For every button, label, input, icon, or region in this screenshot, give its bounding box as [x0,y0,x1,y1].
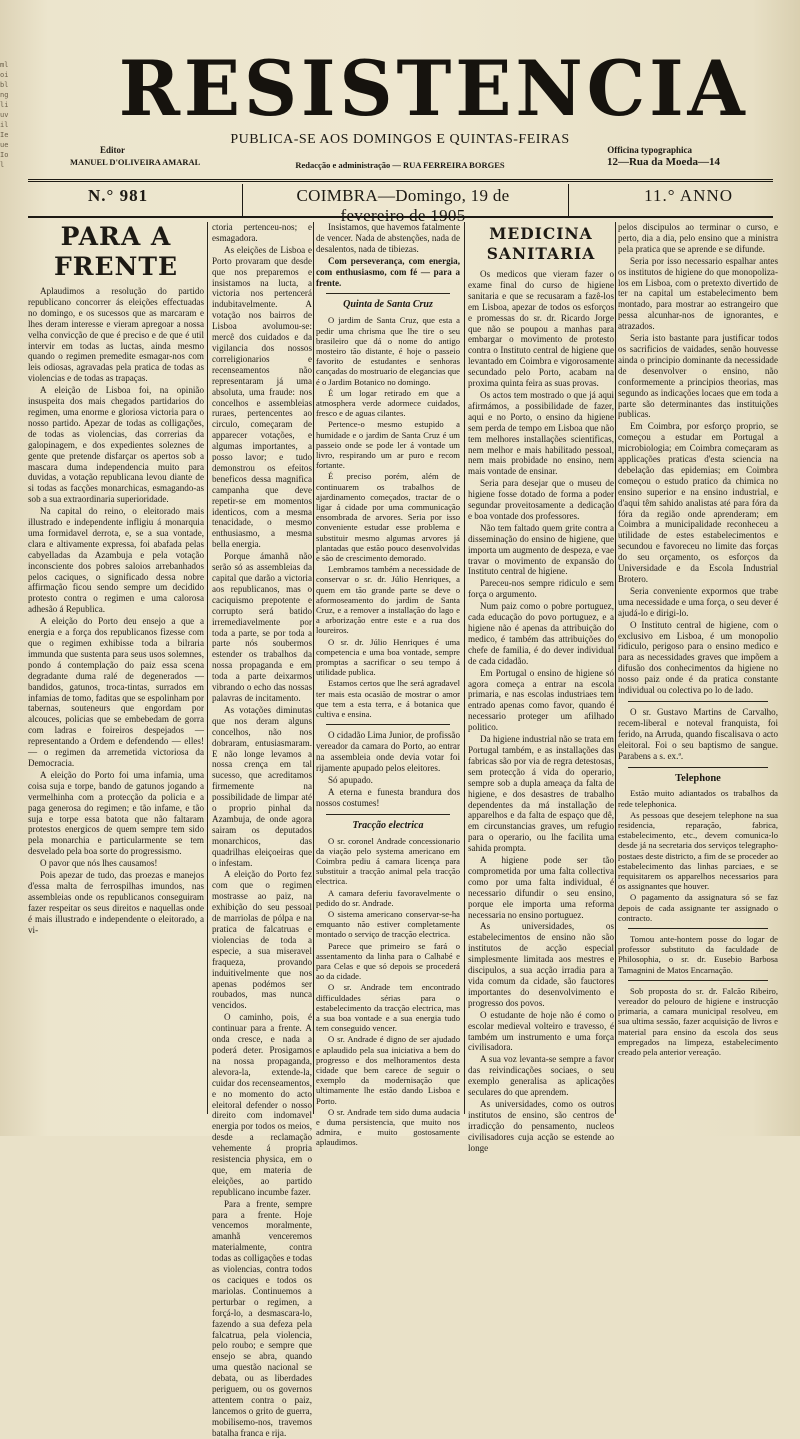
article-paragraph: Estamos certos que lhe será agradavel ter mais esta ocasião de mostrar o amor que tem a esta terra, e á botanica que cultiva e ensina. [316,678,460,720]
section-heading-traccao: Tracção electrica [352,819,424,831]
section-divider [628,767,768,768]
dateline [28,184,773,225]
issue-year: 11.° ANNO [644,186,733,205]
article-heading-medicina: MEDICINA SANITARIA [486,224,596,263]
section-divider [326,814,450,815]
section-divider [628,928,768,929]
article-paragraph: O sistema americano conservar-se-ha emquanto não estiver completamente montado o serviço de tracção electrica. [316,908,460,940]
masthead-title: RESISTENCIA [118,44,749,133]
article-paragraph: A eterna e funesta brandura dos nossos costumes! [316,786,460,808]
section-divider [326,724,450,725]
article-paragraph: Sob proposta do sr. dr. Falcão Ribeiro, vereador do pelouro de higiene e instrucção primaria, a camara municipal resolveu, em sua ultima sessão, fazer acquisição de livros e material para ensino da escola dos seus empregados na limpeza, estabelecimento creado pela anterior vereação. [618,985,778,1058]
column-rule [615,222,616,1114]
article-paragraph: Só apupado. [328,774,373,785]
article-paragraph: A eleição do Porto deu ensejo a que a energia e a força dos republicanos fizesse com que o regimen exhibisse toda a bilraria immunda que sustenta para seus usos solemnes, pondo á contemplação do paiz essa scena degradante duma ralé de degenerados — bandidos, gatunos, troca-tintas, surrados em infamias de tomo, faditas que se espolinham por tabernas, souteneurs que engordam por alcouces, policias que se embebedam de gorra com ladras e foireiros despejados — representando a Ordem e defendendo — elles! — o regimen da arremetida victoriosa da Democracia. [28,616,204,768]
article-paragraph: Seria para desejar que o museu de higiene fosse dotado de forma a poder segundar proveitosamente a dedicação e boa vontade dos professores. [468,478,614,521]
article-paragraph: As universidades, os estabelecimentos de ensino não são institutos de acção especial simplesmente limitada aos mestres e discipulos, a sua acção irradia para a vida comum da cidade, são fauctores importantes do desenvolvimento e progresso dos povos. [468,921,614,1008]
article-paragraph: Com perseverança, com energia, com enthusiasmo, com fé — para a frente. [316,255,460,288]
dateline-divider [242,184,243,216]
article-paragraph: A eleição do Porto foi uma infamia, uma coisa suja e torpe, bando de gatunos jogando a vermelhinha com a protecção da policia e a paga generosa do regimen; e tão infame, e tão suja e torpe essa batota que não faltaram protestos energicos de quem sempre tem sido pela monarchia e particularmente se tem desvelado pela boa sorte do progressismo. [28,769,204,857]
article-paragraph: pelos discipulos ao terminar o curso, e perto, dia a dia, pelo ensino que a ministra pela pratica que se aprende e se difunde. [618,222,778,254]
section-heading-telephone: Telephone [675,772,721,784]
masthead-subtitle: PUBLICA-SE AOS DOMINGOS E QUINTAS-FEIRAS [230,132,570,147]
article-paragraph: Num paiz como o pobre portuguez, cada educação do povo portuguez, e a higiene não é apenas da attribuição do medico, é também das attribuições do chefe de familia, é do dever individual de cada cidadão. [468,601,614,666]
article-paragraph: O jardim de Santa Cruz, que esta a pedir uma chrisma que lhe tire o seu brasileiro que dá o nome do antigo mosteiro tão distante, é hoje o passeio favorito de estudantes e senhoras cançadas do mostruario de elegancias que é o Jardim Botanico no domingo. [316,315,460,387]
article-paragraph: Parece que primeiro se fará o assentamento da linha para o Calhabé e para Celas e que só depois se procederá ao da cidade. [316,940,460,982]
article-paragraph: Seria por isso necessario espalhar antes os institutos de higiene do que monopoliza-los em Lisboa, com o pretexto divertido de ter na capital um estabelecimento bem montado, para mostrar ao estrangeiro que pessa alcunhar-nos de ignorantes, e atrazados. [618,255,778,332]
article-paragraph: Aplaudimos a resolução do partido republicano concorrer ás eleições effectuadas no domingo, e os sucessos que as marcaram e lhes deram interesse e vieram apregoar a nossa velha convicção de que é preciso e de que é util intervir em todas as luctas, ainda mesmo quando o regimen premedite esmagar-nos com leis odiosas, agravadas pela pratica de todas as violencias e de todas as trapaças. [28,286,204,384]
article-paragraph: Não tem faltado quem grite contra a disseminação do ensino de higiene, que importa um augmento de despeza, e vae travar o movimento de expansão do Instituto central de higiene. [468,522,614,577]
article-paragraph: Tomou ante-hontem posse do logar de professor substituto da faculdade de Philosophia, o sr. dr. Eusebio Barbosa Tamagnini de Matos Encarnação. [618,934,778,975]
officina-label: Officina typographica [607,145,692,155]
article-paragraph: O estudante de hoje não é como o escolar medieval volteiro e travesso, é também um instrumento e uma força civilisadora. [468,1009,614,1053]
column-5 [618,222,778,1114]
column-rule [313,222,314,1114]
page-edge-fragment: mloibl ngliuvilIeueIol [0,61,9,169]
section-divider [326,293,450,294]
article-paragraph: É um logar retirado em que a atmosphera verde adormece cuidados, fresco e de aguas cilantes. [316,387,460,419]
editor-label: Editor [100,145,126,155]
article-paragraph: O caminho, pois, é continuar para a frente. A onda cresce, e nada a poderá deter. Prosigamos na nossa propaganda, alevora-la, extende-la, cuidar dos recenseamentos, e no momento do acto eleitoral defender o nosso direito com indomavel energia por todos os meios, desde a reclamação vehemente á propria resistencia physica, em o que, em materia de eleições, ao partido republicano incumbe fazer. [212,1012,312,1197]
editor-name: MANUEL D'OLIVEIRA AMARAL [70,157,201,167]
article-paragraph: A eleição de Lisboa foi, na opinião insuspeita dos mais chegados partidarios do regimen, uma enorme e gloriosa victoria para o nosso partido. Apezar de todas as colligações, de todas as violencias, das correrias da galopinagem, e dos expedientes soleznes de gente que pretende disfarçar os apertos sob a mascara duma independencia muito para duvidas, a votação republicana levou diante de si todas as facções monarchicas, esmagando-as sob a sua extraordinaria superioridade. [28,385,204,505]
section-heading-santa-cruz: Quinta de Santa Cruz [343,299,433,311]
article-paragraph: O pagamento da assignatura só se faz depois de cada assignante ter assignado o contracto. [618,892,778,923]
article-paragraph: Estão muito adiantados os trabalhos da rede telephonica. [618,788,778,809]
article-paragraph: O sr. Gustavo Martins de Carvalho, recem-liberal e noteval franquista, foi ferido, na Arruda, quando fiscalisava o acto eleitoral. Foi o seu baptismo de sangue. Parabens a s. ex.ª. [618,706,778,761]
article-paragraph: As pessoas que desejem telephone na sua residencia, reparação, fabrica, estabelecimento, etc., devem comunica-lo desde já na secretaria dos serviços telegrapho-postaes deste districto, a fim de se proceder ao estabelecimento das linhas parciaes, e se requisitarem os apparelhos necessarios para os assignantes que houver. [618,809,778,892]
article-paragraph: As eleições de Lisboa e Porto provaram que desde que nos preparemos e insistamos na lucta, a victoria nos pertencerá indubitavelmente. A votação nos bairros de Lisboa avolumou-se: mercê dos cuidados e da vigilancia dos nossos correligionarios e recenseamentos não representaram já uma absoluta, uma fraude: nos concelhos e assembleias ruraes, pertencentes ao circulo, começaram de apparecer votações, e algumas importantes, a posso lavor; e tudo demonstrou os efeitos beneficos dessa magnifica campanha que deve repetir-se em momentos identicos, com a mesma tenacidade, o mesmo enthusiasmo, a mesma bella energia. [212,244,312,550]
column-4 [468,222,614,1153]
officina-block [560,144,720,168]
article-paragraph: ctoria pertenceu-nos; e esmagadora. [212,222,312,243]
article-paragraph: A higiene pode ser tão comprometida por uma falta collectiva como por uma falta individual, é necessario difundir o seu ensino, porque ele importa uma reforma necessaria no ensino portuguez. [468,855,614,920]
section-divider [628,980,768,981]
article-paragraph: As universidades, como os outros institutos de ensino, são centros de irradicção do pensamento, nucleos civilisadores cuja acção se estende ao longe [468,1098,614,1153]
article-paragraph: O sr. dr. Júlio Henriques é uma competencia e uma boa vontade, sempre promptas a sacrificar o seu tempo á utilidade publica. [316,636,460,678]
article-paragraph: Porque ámanhã não serão só as assembleias da capital que darão a victoria aos republicanos, mas o caciquismo prepotente e corrupto será batido irremediavelmente por toda a parte, se por toda a parte nós soubermos estender os trabalhos da nossa propaganda e em toda a parte deixarmos vibrando o echo das nossas palavras de incitamento. [212,551,312,703]
article-paragraph: Na capital do reino, o eleitorado mais illustrado e independente infligiu á monarquia uma formidavel derrota, e, se a sua vontade, clara e altivamente expressa, foi abafada pelas cabyelladas da Azambuja e pela votação inconsciente dos pobres saloios arrebanhados pelos caciques, o significado dessa nobre affirmação ficou sendo sempre um decidido protesto contra o regimen e uma calorosa adhesão á Republica. [28,506,204,615]
article-paragraph: Em Coimbra, por esforço proprio, se começou a estudar em Portugal a microbiologia; em Coimbra começaram as applicações praticas d'esta sciencia na debelação das epidemias; em Coimbra começou o estudo pratico da chimica no ensino superior e na ensino industrial, e d'aqui têm sahido analistas até para fóra da fóra da região onde aprenderam; em Coimbra a municipalidade reconheceu a utilidade de estes estabelecimentos e secundou e favoreceu no limite das forças do seu orçamento, os esforços da Universidade e da Escola Industrial Brotero. [618,421,778,584]
issue-date: COIMBRA—Domingo, 19 de fevereiro de 1905 [296,186,510,225]
article-paragraph: Lembramos também a necessidade de conservar o sr. dr. Júlio Henriques, a quem em tão grande parte se deve o aformoseamento do jardim de Santa Cruz, e a remover a installação do lago e a arborização entre este e a rua dos loureiros. [316,564,460,636]
article-paragraph: O sr. Andrade é digno de ser ajudado e aplaudido pela sua iniciativa a bem do progresso e dos melhoramentos desta cidade que bem carece de seguir o exemplo da modernisação que ultimamente lhe estão dando Lisboa e Porto. [316,1034,460,1106]
article-paragraph: Para a frente, sempre para a frente. Hoje vencemos moralmente, amanhã venceremos materialmente, contra todas as colligações e todas as violencias, contra todos os caciques e todos os mariolas. Continuemos a perturbar o regimen, a forçá-lo, a desmascara-lo, fazendo a sua defeza pela falcatrua, pela violencia, pelo roubo; e sempre que ensejo se abra, quando uma questão nacional se debata, ou as liberdades periguem, ou os governos attentem contra o paiz, lancemos o grito de guerra, mobilisemo-nos, travemos batalha franca e rija. [212,1198,313,1438]
section-divider [628,701,768,702]
article-paragraph: As votações diminutas que nos deram alguns concelhos, não nos dobraram, entusiasmaram. E não longe levamos a nossa crença em tal sucesso, que acreditamos firmemente na possibilidade de limpar até o proprio pinhal da Azambuja, de onde agora sairam os deputados monarchicos, das quadrilhas eleiçoeiras que o infestam. [212,704,312,868]
editor-block [70,144,210,168]
article-paragraph: É preciso porém, além de continuarem os trabalhos de ajardinamento começados, tractar de o ligar á cidade por uma communicação ensombrada de arvores. Seria por isso conveniente estudar esse problema e substituir mesmo algumas arvores já plantadas que estão pouco desenvolvidas e são de crescimento demorado. [316,471,460,564]
article-paragraph: A sua voz levanta-se sempre a favor das reivindicações sociaes, o seu exemplo generalisa as aplicações seculares do que aprendem. [468,1054,614,1098]
article-paragraph: Seria isto bastante para justificar todos os sacrificios de vaidades, senão houvesse ainda o principio dominante da necessidade de desenvolver o ensino, não conformemente a principios theorias, mas segundo as indicações locaes que em toda a parte são determinantes das instituições publicas. [618,333,778,420]
dateline-divider [568,184,569,216]
article-heading-para-a-frente: PARA A FRENTE [53,222,179,281]
officina-address: 12—Rua da Moeda—14 [606,156,720,168]
column-2 [212,222,313,1438]
issue-number: N.° 981 [88,186,149,205]
article-paragraph: Os actos tem mostrado o que já aqui afirmámos, a possibilidade de fazer, aqui e no Porto, o ensino da higiene sem perda de tempo em Lisboa que não tem melhores installações scientificas, nem melhor e mais habilitado pessoal, nem mais probidade no ensino, nem mais vontade de ensinar. [468,389,614,477]
column-rule [207,222,208,1114]
article-paragraph: Os medicos que vieram fazer o exame final do curso de higiene sanitaria e que se recusaram a fazê-los em Lisboa, apezar de todos os esforços e promessas do sr. dr. Ricardo Jorge que não se poupou a manhas para embargar o movimento de protesto contra o Instituto central de higiene que levantado em Coimbra e vigorosamente secundado pelo Porto, acabam na proxima quinta feira as suas provas. [468,269,614,389]
article-paragraph: Pois apezar de tudo, das proezas e manejos d'essa malta de ferrospilhas imundos, nas assembleias onde os republicanos conseguiram fazer respeitar os seus direitos e naquellas onde é mais illustrado e independente o eleitorado, a vi- [28,870,204,935]
article-paragraph: A camara deferiu favoravelmente o pedido do sr. Andrade. [316,887,460,908]
column-rule [464,222,465,1114]
article-paragraph: A eleição do Porto fez com que o regimen mostrasse ao paiz, na exhibição do seu pessoal de marriolas de pólpa e na pratica de falcatruas e violencias de toda a especie, a sua miseravel fraqueza, provando induitivelmente que nos apenas podémos ser roubados, mas nunca vencidos. [212,869,312,1011]
article-paragraph: Pertence-o mesmo estupido a humidade e o jardim de Santa Cruz é um passeio onde se pode ler á vontade um livro, respirando um ar puro e recom fortante. [316,419,460,471]
article-paragraph: O sr. coronel Andrade concessionario da viação pelo systema americano em Coimbra pediu á camara licença para substituir a tracção animal pela tracção electrica. [316,835,460,887]
dateline-top-rule [28,179,773,182]
article-paragraph: O cidadão Lima Junior, de profissão vereador da camara do Porto, ao entrar na assembleia onde devia votar foi rijamente apupado pelos eleitores. [316,730,460,773]
article-paragraph: Em Portugal o ensino de higiene só agora começa a entrar na escola primaria, e nas escolas industriaes tem entrado apenas como favor, quando é necessario proteger um afilhado politico. [468,667,614,733]
article-paragraph: O sr. Andrade tem sido duma audacia e duma persistencia, que muito nos admira, e muito gostosamente aplaudimos. [316,1106,460,1148]
article-paragraph: Seria conveniente expormos que trabe uma necessidade e uma força, o seu dever é ajudá-lo e dirigi-lo. [618,585,778,618]
article-paragraph: O Instituto central de higiene, com o exclusivo em Lisboa, é um monopolio ridiculo, perigoso para o ensino medico e para as necessidades graves que impõem a difusão dos conhecimentos da higiene no nosso paiz onde é da pratica constante individual ou colectiva po lo de lado. [618,619,778,696]
redaccao-address: Redacção e administração — RUA FERREIRA BORGES [295,160,505,170]
column-3 [316,222,460,1148]
column-1 [28,222,204,1114]
article-paragraph: Pareceu-nos sempre ridiculo e sem força o argumento. [468,578,614,600]
article-paragraph: O pavor que nós lhes causamos! [40,858,158,869]
article-paragraph: O sr. Andrade tem encontrado difficuldades sérias para o estabelecimento da tracção electrica, mas a sua boa vontade e a sua energia tudo tem conseguido vencer. [316,982,460,1034]
article-paragraph: Insistamos, que havemos fatalmente de vencer. Nada de abstenções, nada de desalentos, nada de tibiezas. [316,222,460,254]
dateline-bottom-rule [28,216,773,218]
article-paragraph: Da higiene industrial não se trata em Portugal também, e as installações das fabricas são por via de regra detestosas, sem protecção á vida do operario, sempre sob a dupla ameaça da falta de higiene, e dos desastres de trabalho dependentes da má installação de apparelhos e da falta de espaço que dê, em circunstancias graves, um refugio para o operario, ou lhe facilita uma sahida prompta. [468,734,614,854]
